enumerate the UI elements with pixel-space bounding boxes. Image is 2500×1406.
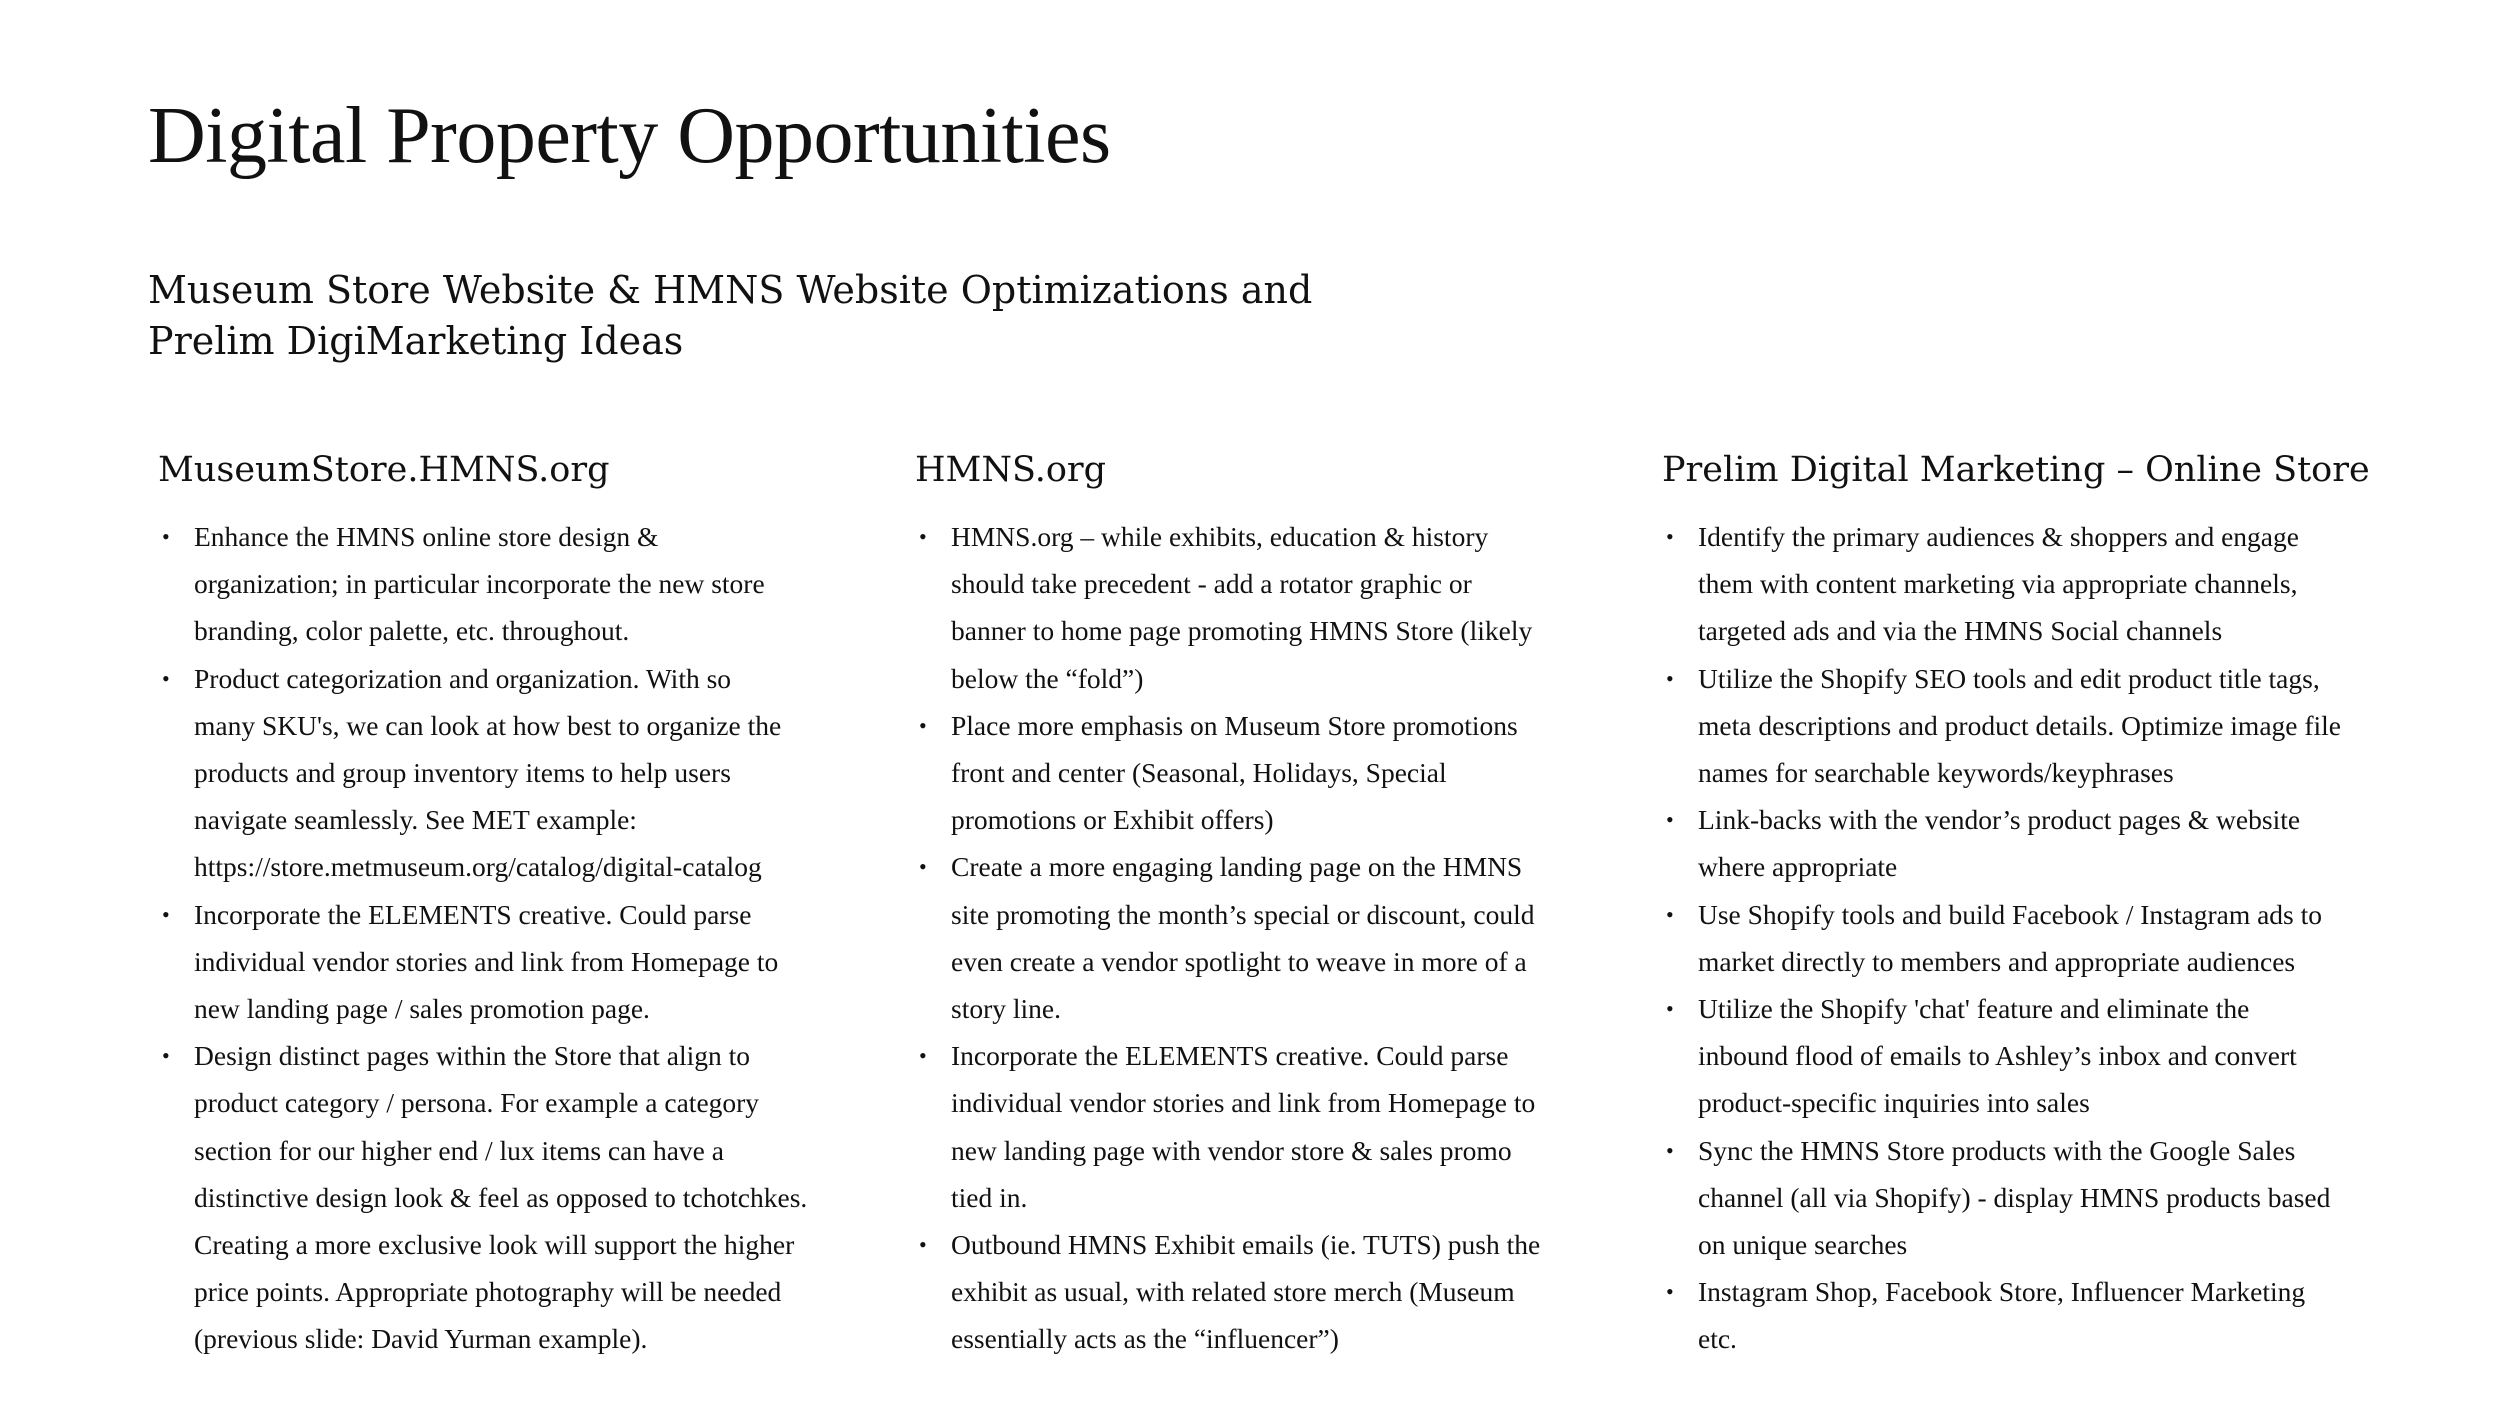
bullet-text-line: navigate seamlessly. See MET example: bbox=[194, 804, 637, 836]
bullet-text-line: meta descriptions and product details. Optimize image file bbox=[1698, 709, 2342, 741]
subtitle-line: Prelim DigiMarketing Ideas bbox=[148, 319, 684, 363]
bullet-item bbox=[158, 513, 848, 655]
bullet-item bbox=[1662, 1127, 2422, 1269]
column-heading: HMNS.org bbox=[915, 450, 1107, 490]
bullet-text-line: organization; in particular incorporate the new store bbox=[194, 568, 765, 600]
bullet-text-line: • Create a more engaging landing page on the HMNS bbox=[951, 851, 1523, 883]
bullet-text-line: • Utilize the Shopify 'chat' feature and eliminate the bbox=[1698, 993, 2250, 1025]
bullet-text-line: • Instagram Shop, Facebook Store, Influencer Marketing bbox=[1698, 1276, 2306, 1308]
bullet-text-line: new landing page / sales promotion page. bbox=[194, 993, 650, 1025]
bullet-text-line: new landing page with vendor store & sales promo bbox=[951, 1134, 1512, 1166]
bullet-text-line: Creating a more exclusive look will support the higher bbox=[194, 1229, 795, 1261]
bullet-item bbox=[158, 891, 848, 1033]
bullet-text-line: distinctive design look & feel as opposed to tchotchkes. bbox=[194, 1181, 808, 1213]
bullet-text-line: • Link-backs with the vendor’s product pages & website bbox=[1698, 804, 2301, 836]
column-heading: Prelim Digital Marketing – Online Store bbox=[1662, 450, 2370, 490]
bullet-text-line: targeted ads and via the HMNS Social channels bbox=[1698, 615, 2223, 647]
bullet-text-line: https://store.metmuseum.org/catalog/digital-catalog bbox=[194, 851, 762, 883]
bullet-text-line: price points. Appropriate photography will be needed bbox=[194, 1276, 782, 1308]
bullet-text-line: names for searchable keywords/keyphrases bbox=[1698, 757, 2174, 789]
bullet-text-line: market directly to members and appropriate audiences bbox=[1698, 945, 2296, 977]
bullet-text-line: on unique searches bbox=[1698, 1229, 1908, 1261]
bullet-text-line: many SKU's, we can look at how best to organize the bbox=[194, 709, 782, 741]
bullet-text-line: where appropriate bbox=[1698, 851, 1898, 883]
bullet-text-line: story line. bbox=[951, 993, 1061, 1025]
bullet-text-line: should take precedent - add a rotator graphic or bbox=[951, 568, 1472, 600]
bullet-item bbox=[915, 843, 1615, 1032]
column-hmns-org bbox=[915, 446, 1615, 1363]
bullet-text-line: • Design distinct pages within the Store that align to bbox=[194, 1040, 751, 1072]
bullet-text-line: promotions or Exhibit offers) bbox=[951, 804, 1274, 836]
bullet-text-line: • Place more emphasis on Museum Store promotions bbox=[951, 709, 1518, 741]
bullet-text-line: products and group inventory items to help users bbox=[194, 757, 731, 789]
bullet-item bbox=[915, 1032, 1615, 1221]
bullet-item bbox=[1662, 655, 2422, 797]
bullet-text-line: product-specific inquiries into sales bbox=[1698, 1087, 2090, 1119]
bullet-text-line: branding, color palette, etc. throughout. bbox=[194, 615, 630, 647]
bullet-list bbox=[1662, 513, 2422, 1363]
bullet-text-line: channel (all via Shopify) - display HMNS products based bbox=[1698, 1181, 2331, 1213]
bullet-item bbox=[915, 1221, 1615, 1363]
bullet-text-line: inbound flood of emails to Ashley’s inbox and convert bbox=[1698, 1040, 2297, 1072]
bullet-text-line: even create a vendor spotlight to weave in more of a bbox=[951, 945, 1527, 977]
bullet-text-line: • Utilize the Shopify SEO tools and edit product title tags, bbox=[1698, 662, 2320, 694]
bullet-text-line: tied in. bbox=[951, 1181, 1028, 1213]
bullet-item bbox=[1662, 891, 2422, 985]
bullet-list bbox=[158, 513, 848, 1363]
bullet-item bbox=[1662, 985, 2422, 1127]
bullet-text-line: • Sync the HMNS Store products with the Google Sales bbox=[1698, 1134, 2296, 1166]
bullet-text-line: etc. bbox=[1698, 1323, 1737, 1355]
page-title: Digital Property Opportunities bbox=[148, 92, 1111, 180]
bullet-text-line: section for our higher end / lux items can have a bbox=[194, 1134, 724, 1166]
bullet-text-line: them with content marketing via appropriate channels, bbox=[1698, 568, 2298, 600]
bullet-item bbox=[915, 513, 1615, 702]
bullet-text-line: • Incorporate the ELEMENTS creative. Could parse bbox=[194, 898, 752, 930]
bullet-text-line: front and center (Seasonal, Holidays, Special bbox=[951, 757, 1447, 789]
bullet-text-line: site promoting the month’s special or discount, could bbox=[951, 898, 1535, 930]
bullet-text-line: product category / persona. For example a category bbox=[194, 1087, 760, 1119]
bullet-text-line: below the “fold”) bbox=[951, 662, 1144, 694]
bullet-text-line: essentially acts as the “influencer”) bbox=[951, 1323, 1339, 1355]
bullet-text-line: individual vendor stories and link from Homepage to bbox=[194, 945, 779, 977]
slide-subtitle bbox=[148, 265, 1548, 367]
bullet-list bbox=[915, 513, 1615, 1363]
bullet-text-line: • Use Shopify tools and build Facebook / Instagram ads to bbox=[1698, 898, 2323, 930]
bullet-text-line: banner to home page promoting HMNS Store (likely bbox=[951, 615, 1533, 647]
bullet-item bbox=[1662, 513, 2422, 655]
column-digital-marketing bbox=[1662, 446, 2422, 1363]
bullet-text-line: • Incorporate the ELEMENTS creative. Could parse bbox=[951, 1040, 1509, 1072]
bullet-item bbox=[1662, 1268, 2422, 1362]
bullet-text-line: individual vendor stories and link from Homepage to bbox=[951, 1087, 1536, 1119]
bullet-item bbox=[1662, 796, 2422, 890]
bullet-text-line: • Enhance the HMNS online store design & bbox=[194, 521, 659, 552]
bullet-text-line: • Outbound HMNS Exhibit emails (ie. TUTS) push the bbox=[951, 1229, 1541, 1261]
bullet-text-line: • Product categorization and organization. With so bbox=[194, 662, 732, 694]
bullet-text-line: (previous slide: David Yurman example). bbox=[194, 1323, 648, 1355]
subtitle-line: Museum Store Website & HMNS Website Optimizations and bbox=[148, 268, 1313, 312]
column-museumstore bbox=[158, 446, 848, 1363]
bullet-item bbox=[915, 702, 1615, 844]
bullet-text-line: • HMNS.org – while exhibits, education & history bbox=[951, 521, 1489, 552]
bullet-text-line: • Identify the primary audiences & shoppers and engage bbox=[1698, 521, 2299, 552]
bullet-text-line: exhibit as usual, with related store merch (Museum bbox=[951, 1276, 1515, 1308]
bullet-item bbox=[158, 655, 848, 891]
bullet-item bbox=[158, 1032, 848, 1362]
column-heading: MuseumStore.HMNS.org bbox=[158, 450, 610, 490]
